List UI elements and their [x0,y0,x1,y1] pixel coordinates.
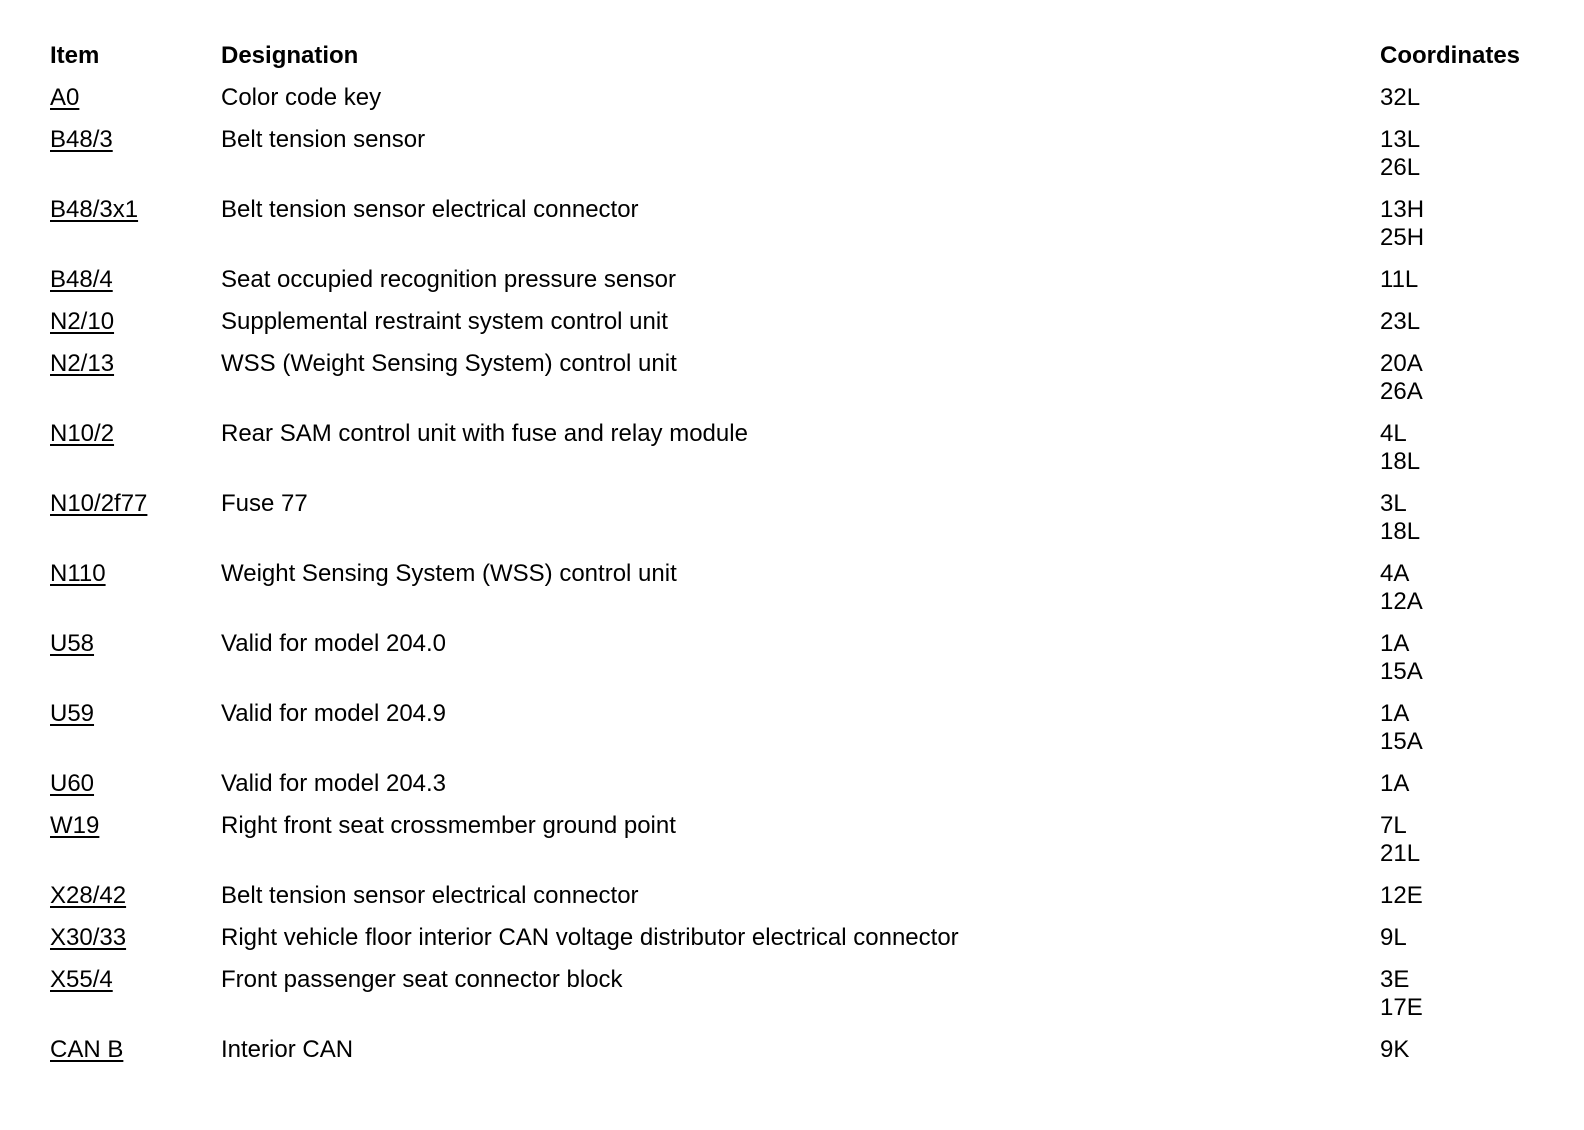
designation-cell: Right vehicle floor interior CAN voltage distributor electrical connector [221,924,959,951]
coordinates-cell [1380,812,1420,868]
designation-cell: Valid for model 204.9 [221,700,447,727]
designation-cell: Belt tension sensor electrical connector [221,196,639,223]
column-header-coordinates: Coordinates [1380,42,1521,69]
table-row [50,560,1560,630]
coordinate-value: 4A [1380,560,1410,587]
item-cell [50,266,113,294]
coordinates-cell [1380,1036,1409,1064]
item-link[interactable]: N2/13 [50,350,115,377]
item-link[interactable]: U58 [50,630,95,657]
coordinates-cell [1380,490,1420,546]
item-cell [50,882,126,910]
coordinates-cell [1380,266,1418,294]
coordinate-value: 32L [1380,84,1421,111]
item-cell [50,700,94,728]
table-row [50,196,1560,266]
designation-cell: Belt tension sensor [221,126,426,153]
coordinate-value: 1A [1380,630,1410,657]
coordinates-cell [1380,630,1423,686]
coordinate-value: 18L [1380,518,1421,545]
table-header-row [50,42,1560,84]
coordinate-value: 17E [1380,994,1423,1021]
table-row [50,882,1560,924]
coordinate-value: 21L [1380,840,1421,867]
designation-cell: Weight Sensing System (WSS) control unit [221,560,677,587]
coordinate-value: 20A [1380,350,1423,377]
item-link[interactable]: B48/3 [50,126,113,153]
item-cell [50,420,114,448]
item-link[interactable]: X30/33 [50,924,127,951]
coordinates-cell [1380,308,1420,336]
designation-cell: Front passenger seat connector block [221,966,623,993]
item-link[interactable]: N10/2 [50,420,115,447]
item-cell [50,490,147,518]
coordinate-value: 11L [1380,266,1419,293]
table-row [50,308,1560,350]
column-header-item: Item [50,42,100,69]
item-cell [50,196,138,224]
table-row [50,700,1560,770]
coordinate-value: 23L [1380,308,1421,335]
coordinates-cell [1380,196,1424,252]
designation-cell: Rear SAM control unit with fuse and relay module [221,420,748,447]
item-link[interactable]: A0 [50,84,80,111]
coordinate-value: 18L [1380,448,1421,475]
table-row [50,84,1560,126]
table-row [50,770,1560,812]
coordinates-cell [1380,882,1423,910]
coordinate-value: 9K [1380,1036,1410,1063]
coordinate-value: 15A [1380,728,1423,755]
table-row [50,812,1560,882]
item-link[interactable]: N10/2f77 [50,490,148,517]
table-row [50,490,1560,560]
table-row [50,966,1560,1036]
designation-cell: Color code key [221,84,382,111]
coordinate-value: 26L [1380,154,1421,181]
coordinate-value: 3E [1380,966,1410,993]
item-cell [50,308,114,336]
table-row [50,350,1560,420]
item-cell [50,966,113,994]
coordinate-value: 1A [1380,770,1410,797]
coordinate-value: 12E [1380,882,1423,909]
coordinates-cell [1380,770,1409,798]
designation-cell: Right front seat crossmember ground point [221,812,676,839]
designation-cell: Fuse 77 [221,490,308,517]
item-link[interactable]: X28/42 [50,882,127,909]
item-link[interactable]: N2/10 [50,308,115,335]
item-cell [50,812,99,840]
item-link[interactable]: W19 [50,812,100,839]
component-legend-table [50,42,1560,1078]
designation-cell: Belt tension sensor electrical connector [221,882,639,909]
table-row [50,630,1560,700]
item-link[interactable]: U59 [50,700,95,727]
designation-cell: Valid for model 204.0 [221,630,447,657]
item-link[interactable]: B48/3x1 [50,196,139,223]
table-row [50,266,1560,308]
coordinate-value: 1A [1380,700,1410,727]
table-row [50,1036,1560,1078]
table-body [50,84,1560,1078]
item-link[interactable]: CAN B [50,1036,124,1063]
coordinates-cell [1380,966,1423,1022]
table-row [50,126,1560,196]
coordinate-value: 13H [1380,196,1425,223]
item-cell [50,126,113,154]
coordinate-value: 26A [1380,378,1423,405]
designation-cell: WSS (Weight Sensing System) control unit [221,350,677,377]
coordinate-value: 15A [1380,658,1423,685]
coordinate-value: 7L [1380,812,1407,839]
designation-cell: Supplemental restraint system control unit [221,308,668,335]
item-cell [50,350,114,378]
item-link[interactable]: X55/4 [50,966,113,993]
coordinate-value: 12A [1380,588,1423,615]
coordinates-cell [1380,350,1423,406]
coordinates-cell [1380,700,1423,756]
coordinates-cell [1380,126,1420,182]
designation-cell: Seat occupied recognition pressure sensor [221,266,676,293]
item-cell [50,630,94,658]
coordinate-value: 9L [1380,924,1407,951]
item-link[interactable]: N110 [50,560,106,587]
table-row [50,420,1560,490]
table-row [50,924,1560,966]
coordinates-cell [1380,84,1420,112]
item-cell [50,770,94,798]
coordinates-cell [1380,924,1407,952]
designation-cell: Valid for model 204.3 [221,770,447,797]
item-link[interactable]: B48/4 [50,266,113,293]
item-link[interactable]: U60 [50,770,95,797]
item-cell [50,1036,123,1064]
item-cell [50,560,106,588]
designation-cell: Interior CAN [221,1036,354,1063]
coordinate-value: 25H [1380,224,1425,251]
coordinates-cell [1380,420,1420,476]
coordinate-value: 3L [1380,490,1407,517]
coordinate-value: 13L [1380,126,1421,153]
item-cell [50,924,126,952]
item-cell [50,84,79,112]
coordinates-cell [1380,560,1423,616]
column-header-designation: Designation [221,42,359,69]
coordinate-value: 4L [1380,420,1407,447]
